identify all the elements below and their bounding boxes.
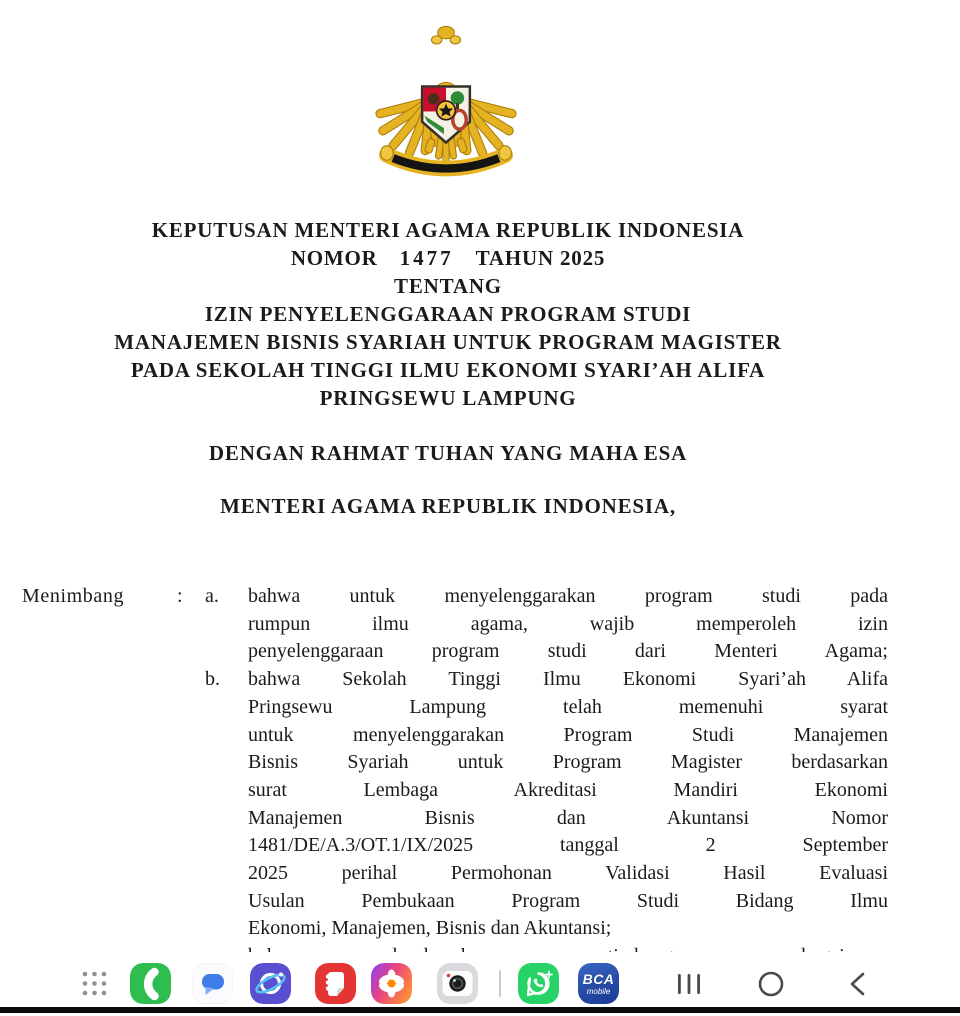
menimbang-colon: :: [177, 585, 183, 607]
whatsapp-icon[interactable]: [518, 963, 559, 1004]
authority-line: MENTERI AGAMA REPUBLIK INDONESIA,: [220, 494, 676, 518]
samsung-internet-icon[interactable]: [250, 963, 291, 1004]
menimbang-label: Menimbang: [22, 585, 125, 607]
back-button[interactable]: [836, 963, 880, 1004]
samsung-notes-icon[interactable]: [315, 963, 356, 1004]
nomor-prefix: NOMOR: [290, 246, 378, 270]
decree-title-line: IZIN PENYELENGGARAAN PROGRAM STUDI: [204, 302, 692, 326]
home-button[interactable]: [749, 963, 793, 1004]
item-text: bahwa Sekolah Tinggi Ilmu Ekonomi Syari’ah Alifa Pringsewu Lampung telah memenuhi syarat untuk menyelenggarakan Program Studi Manajemen Bisnis Syariah untuk Program Magister berdasarkan surat Lembaga Akreditasi Mandiri Ekonomi Manajemen Bisnis dan Akuntansi Nomor 1481/DE/A.3/OT.1/IX/2025 tanggal 2 September 2025 perihal Permohonan Validasi Hasil Evaluasi Usulan Pembukaan Program Studi Bidang Ilmu Ekonomi, Manajemen, Bisnis dan Akuntansi;: [248, 668, 888, 940]
decree-title-line: TENTANG: [394, 274, 502, 298]
decree-number-line: [0, 244, 896, 272]
phone-icon[interactable]: [130, 963, 171, 1004]
nomor-suffix: TAHUN 2025: [475, 246, 606, 270]
decree-title-line: PADA SEKOLAH TINGGI ILMU EKONOMI SYARI’AH ALIFA: [130, 358, 766, 382]
messages-icon[interactable]: [192, 963, 233, 1004]
menimbang-item-a: [22, 583, 888, 666]
screen-bottom-edge: [0, 1007, 960, 1013]
bca-label: BCA: [582, 970, 615, 987]
camera-icon[interactable]: [437, 963, 478, 1004]
recents-button[interactable]: [667, 963, 711, 1004]
bca-mobile-icon[interactable]: [578, 963, 619, 1004]
decree-title-line: MANAJEMEN BISNIS SYARIAH UNTUK PROGRAM MAGISTER: [114, 330, 782, 354]
taskbar: [0, 952, 960, 1008]
nomor-number: 1477: [399, 246, 454, 270]
decree-title-line: PRINGSEWU LAMPUNG: [319, 386, 577, 410]
menimbang-item-b: [22, 666, 888, 943]
item-marker: b.: [205, 668, 220, 691]
garuda-pancasila-emblem: [368, 16, 524, 182]
decree-title-line: KEPUTUSAN MENTERI AGAMA REPUBLIK INDONESIA: [151, 218, 745, 242]
item-marker: a.: [205, 585, 219, 607]
bca-sublabel: mobile: [586, 986, 611, 996]
dock-separator: [499, 970, 501, 997]
menimbang-section: [22, 583, 888, 971]
gallery-icon[interactable]: [371, 963, 412, 1004]
item-text: bahwa untuk menyelenggarakan program studi pada rumpun ilmu agama, wajib memperoleh izin penyelenggaraan program studi dari Menteri Agama;: [248, 585, 888, 663]
apps-grid-icon[interactable]: [81, 963, 108, 1004]
decree-title: [0, 216, 896, 412]
invocation-line: DENGAN RAHMAT TUHAN YANG MAHA ESA: [208, 441, 688, 465]
